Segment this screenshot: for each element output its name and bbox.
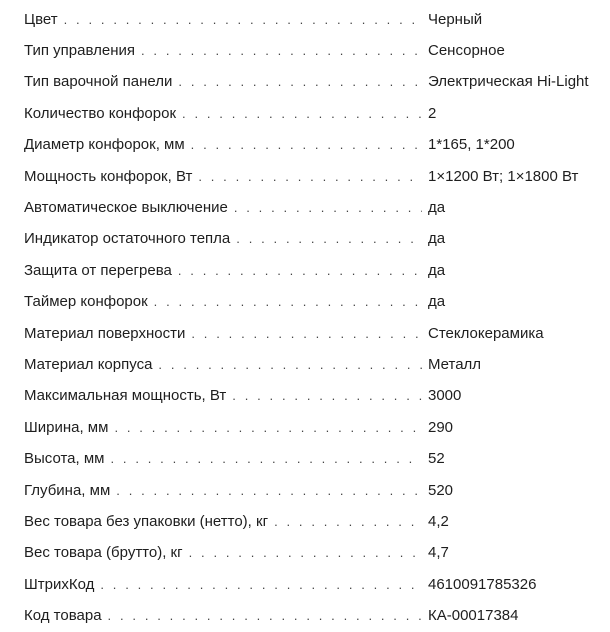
dot-leader — [182, 105, 422, 123]
spec-value: да — [428, 199, 446, 217]
spec-label: Материал поверхности — [24, 325, 191, 343]
dot-leader — [158, 356, 422, 374]
spec-value: 1×1200 Вт; 1×1800 Вт — [428, 167, 579, 185]
spec-label: Максимальная мощность, Вт — [24, 387, 232, 405]
spec-value: Стеклокерамика — [428, 324, 544, 342]
dot-leader — [191, 325, 422, 343]
spec-label: Вес товара (брутто), кг — [24, 544, 189, 562]
spec-row-width — [0, 412, 610, 443]
spec-row-auto-off — [0, 192, 610, 223]
dot-leader — [189, 544, 422, 562]
spec-value: Сенсорное — [428, 42, 505, 60]
spec-row-net-weight — [0, 506, 610, 537]
spec-label: Количество конфорок — [24, 105, 182, 123]
dot-leader — [100, 576, 422, 594]
spec-row-burner-timer — [0, 287, 610, 318]
dot-leader — [141, 42, 422, 60]
dot-leader — [232, 387, 422, 405]
spec-value: Электрическая Hi-Light — [428, 73, 589, 91]
spec-row-surface-material — [0, 318, 610, 349]
dot-leader — [274, 513, 422, 531]
spec-label: Таймер конфорок — [24, 293, 154, 311]
dot-leader — [114, 419, 422, 437]
dot-leader — [108, 607, 422, 625]
spec-row-overheat-protection — [0, 255, 610, 286]
spec-label: Высота, мм — [24, 450, 110, 468]
spec-row-control-type — [0, 35, 610, 66]
spec-label: Автоматическое выключение — [24, 199, 234, 217]
spec-value: КА-00017384 — [428, 607, 519, 625]
spec-label: Тип управления — [24, 42, 141, 60]
spec-value: да — [428, 230, 446, 248]
spec-value: 290 — [428, 418, 454, 436]
spec-label: Глубина, мм — [24, 482, 116, 500]
spec-value: 4,2 — [428, 512, 449, 530]
dot-leader — [116, 482, 422, 500]
dot-leader — [64, 11, 422, 29]
spec-value: 4,7 — [428, 544, 449, 562]
spec-row-burner-diameter — [0, 130, 610, 161]
spec-label: Код товара — [24, 607, 108, 625]
spec-row-burner-count — [0, 98, 610, 129]
spec-label: Защита от перегрева — [24, 262, 178, 280]
spec-value: 4610091785326 — [428, 575, 537, 593]
spec-label: Диаметр конфорок, мм — [24, 136, 191, 154]
dot-leader — [191, 136, 422, 154]
spec-label: Материал корпуса — [24, 356, 158, 374]
dot-leader — [236, 230, 422, 248]
spec-value: 3000 — [428, 387, 462, 405]
dot-leader — [234, 199, 422, 217]
spec-value: Черный — [428, 10, 483, 28]
spec-label: Вес товара без упаковки (нетто), кг — [24, 513, 274, 531]
spec-row-color — [0, 4, 610, 35]
spec-value: 1*165, 1*200 — [428, 136, 515, 154]
spec-label: Ширина, мм — [24, 419, 114, 437]
spec-label: Мощность конфорок, Вт — [24, 168, 198, 186]
spec-row-max-power — [0, 381, 610, 412]
spec-row-body-material — [0, 349, 610, 380]
spec-row-hob-type — [0, 67, 610, 98]
spec-row-burner-power — [0, 161, 610, 192]
dot-leader — [178, 262, 422, 280]
dot-leader — [178, 73, 422, 91]
spec-value: Металл — [428, 355, 482, 373]
spec-label: Индикатор остаточного тепла — [24, 230, 236, 248]
spec-label: Цвет — [24, 11, 64, 29]
spec-row-gross-weight — [0, 538, 610, 569]
spec-label: ШтрихКод — [24, 576, 100, 594]
dot-leader — [110, 450, 422, 468]
spec-value: да — [428, 261, 446, 279]
spec-row-product-code — [0, 600, 610, 631]
spec-row-residual-heat — [0, 224, 610, 255]
dot-leader — [154, 293, 422, 311]
spec-value: 2 — [428, 104, 437, 122]
spec-row-barcode — [0, 569, 610, 600]
spec-value: 520 — [428, 481, 454, 499]
spec-label: Тип варочной панели — [24, 73, 178, 91]
dot-leader — [198, 168, 422, 186]
spec-row-height — [0, 443, 610, 474]
spec-value: да — [428, 293, 446, 311]
spec-row-depth — [0, 475, 610, 506]
spec-value: 52 — [428, 450, 445, 468]
